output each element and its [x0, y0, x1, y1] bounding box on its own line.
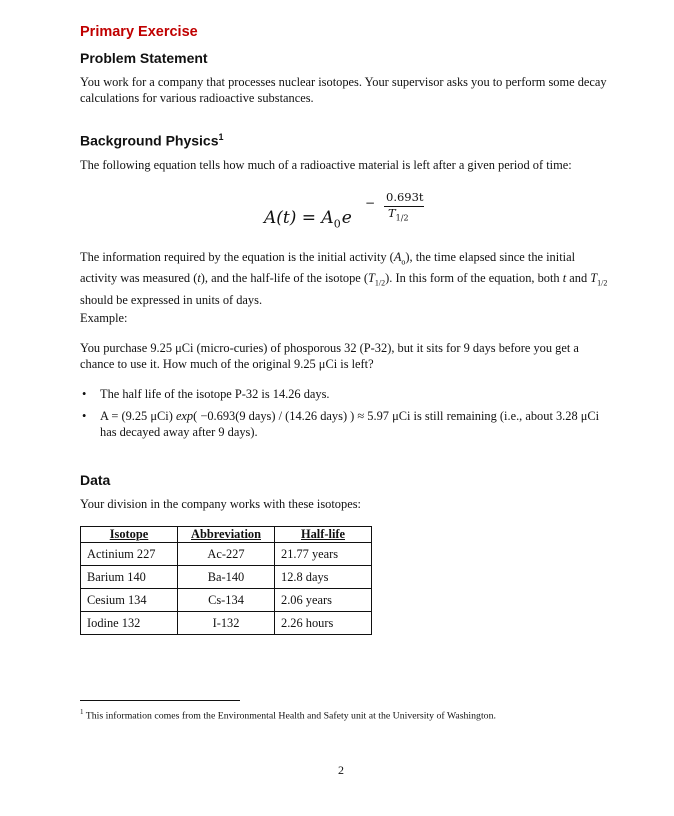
bullet-item	[80, 386, 608, 402]
section-title: Primary Exercise	[80, 24, 198, 40]
background-heading	[80, 132, 224, 149]
table-header-row	[81, 527, 372, 543]
equation-exponent-denominator	[388, 206, 409, 222]
background-heading-text: Background Physics	[80, 132, 219, 149]
expl-part-6: should be expressed in units of days.	[80, 292, 263, 307]
equation-den-sub: 1/2	[395, 213, 409, 223]
expl-part-2: ), the time elapsed since the initial activity was measured (	[80, 250, 576, 286]
bullet-text-2-exp: exp	[175, 409, 194, 423]
expl-part-4: ). In this form of the equation, both	[385, 271, 563, 286]
example-label: Example:	[80, 311, 128, 325]
example-text: You purchase 9.25 μCi (micro-curies) of phosporous 32 (P-32), but it sits for 9 days before you get a chance to use it. How much of the original 9.25 μCi is left?	[80, 341, 579, 371]
equation-exponent-sign: −	[365, 196, 376, 210]
equation-lhs-sub: 0	[333, 217, 341, 231]
data-heading: Data	[80, 472, 111, 488]
expl-a0-sub: o	[401, 257, 406, 267]
cell-abbreviation: I-132	[178, 612, 275, 635]
equation-exponent-numerator: 0.693t	[386, 190, 424, 204]
equation-den-T: T	[388, 206, 396, 220]
equation-lhs	[264, 208, 352, 230]
cell-half-life: 2.06 years	[275, 589, 372, 612]
equation-explanation	[80, 249, 608, 308]
cell-isotope: Barium 140	[81, 566, 178, 589]
footnote-text: This information comes from the Environmental Health and Safety unit at the University of Washington.	[85, 710, 496, 722]
isotope-table	[80, 526, 372, 635]
cell-half-life: 2.26 hours	[275, 612, 372, 635]
equation-base: e	[341, 208, 352, 228]
decay-equation	[264, 190, 464, 234]
page-number: 2	[338, 763, 344, 777]
bullet-item	[80, 408, 608, 440]
table-row	[81, 589, 372, 612]
cell-half-life: 12.8 days	[275, 566, 372, 589]
problem-text: You work for a company that processes nuclear isotopes. Your supervisor asks you to perform some decay calculations for various radioactive substances.	[80, 75, 607, 105]
footnote-reference: 1	[218, 132, 224, 142]
bullet-dot: •	[82, 387, 87, 401]
example-bullets	[80, 386, 608, 446]
expl-part-1: The information required by the equation is the initial activity (	[80, 250, 394, 264]
footnote-separator	[80, 700, 240, 701]
background-intro: The following equation tells how much of a radioactive material is left after a given period of time:	[80, 158, 572, 172]
table-row	[81, 612, 372, 635]
table-row	[81, 543, 372, 566]
cell-isotope: Cesium 134	[81, 589, 178, 612]
header-half-life: Half-life	[275, 527, 372, 543]
footnote	[80, 708, 610, 721]
cell-isotope: Actinium 227	[81, 543, 178, 566]
expl-part-5: and	[566, 271, 591, 286]
bullet-text-2-pre: A = (9.25 μCi)	[100, 409, 176, 423]
expl-thalf2: T	[590, 271, 598, 286]
footnote-mark: 1	[80, 708, 84, 716]
header-abbreviation: Abbreviation	[178, 527, 275, 543]
bullet-text-1: The half life of the isotope P-32 is 14.26 days.	[100, 387, 330, 401]
cell-abbreviation: Cs-134	[178, 589, 275, 612]
expl-thalf: T	[368, 271, 375, 286]
problem-heading: Problem Statement	[80, 50, 208, 66]
equation-lhs-text: A(t) = A	[264, 208, 334, 228]
table-row	[81, 566, 372, 589]
expl-thalf-sub: 1/2	[374, 278, 386, 288]
header-isotope: Isotope	[81, 527, 178, 543]
bullet-text-2-post: ( −0.693(9 days) / (14.26 days) ) ≈ 5.97 μCi is still remaining (i.e., about 3.28 μCi has decayed away after 9 days).	[100, 409, 600, 439]
expl-part-3: ), and the half-life of the isotope (	[200, 271, 368, 286]
expl-a0: A	[393, 250, 402, 264]
data-intro: Your division in the company works with these isotopes:	[80, 497, 361, 511]
expl-t2: t	[562, 271, 567, 286]
cell-abbreviation: Ba-140	[178, 566, 275, 589]
cell-isotope: Iodine 132	[81, 612, 178, 635]
cell-abbreviation: Ac-227	[178, 543, 275, 566]
expl-thalf2-sub: 1/2	[597, 278, 608, 288]
cell-half-life: 21.77 years	[275, 543, 372, 566]
expl-t: t	[197, 271, 201, 286]
bullet-dot: •	[82, 409, 87, 423]
